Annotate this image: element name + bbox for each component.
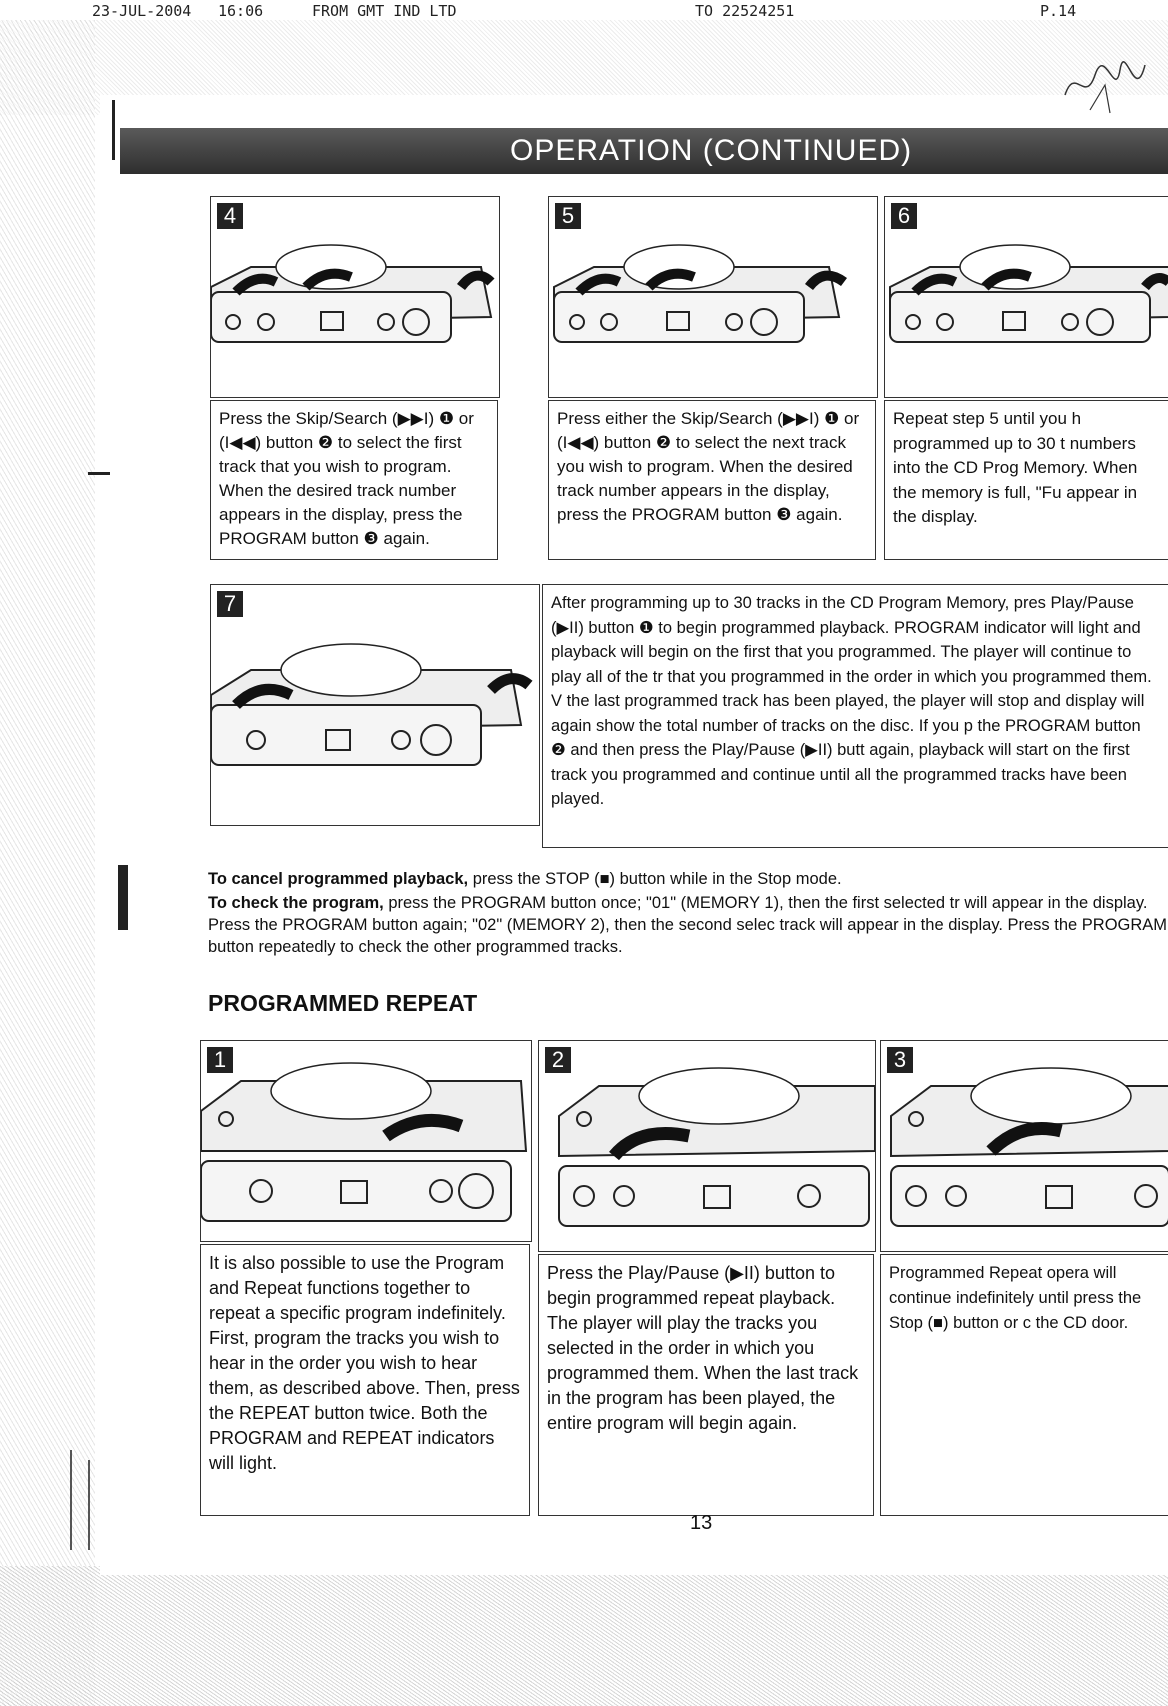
step-5-illustration bbox=[548, 196, 878, 398]
cancel-label: To cancel programmed playback, bbox=[208, 870, 469, 888]
step-number: 1 bbox=[207, 1047, 233, 1073]
cancel-text: press the STOP (■) button while in the Stop mode. bbox=[468, 870, 842, 888]
fax-to: TO 22524251 bbox=[695, 2, 795, 20]
step-7-text bbox=[542, 584, 1168, 848]
fax-date: 23-JUL-2004 bbox=[92, 2, 192, 20]
margin-mark bbox=[70, 1450, 72, 1550]
cd-player-icon bbox=[211, 197, 499, 397]
step-5-text bbox=[548, 400, 876, 560]
step-number: 3 bbox=[887, 1047, 913, 1073]
fax-page: P.14 bbox=[1040, 2, 1077, 20]
repeat-step-3-text bbox=[880, 1254, 1168, 1516]
step-4-description: Press the Skip/Search (▶▶I) ❶ or (I◀◀) button ❷ to select the first track that you wish to program. When the desired track number appears in the display, press the PROGRAM button ❸ again. bbox=[219, 409, 474, 548]
repeat-step-2-text bbox=[538, 1254, 874, 1516]
step-4-illustration bbox=[210, 196, 500, 398]
section-heading: PROGRAMMED REPEAT bbox=[208, 990, 478, 1016]
step-7-illustration bbox=[210, 584, 540, 826]
step-4-text bbox=[210, 400, 498, 560]
step-number: 2 bbox=[545, 1047, 571, 1073]
signature-scribble bbox=[1060, 55, 1150, 115]
check-label: To check the program, bbox=[208, 894, 384, 912]
step-number: 5 bbox=[555, 203, 581, 229]
step-number: 7 bbox=[217, 591, 243, 617]
repeat-step-3-illustration bbox=[880, 1040, 1168, 1252]
margin-mark bbox=[118, 865, 128, 930]
step-5-description: Press either the Skip/Search (▶▶I) ❶ or (I◀◀) button ❷ to select the next track you wish to program. When the desired track number appears in the display, press the PROGRAM button ❸ again. bbox=[557, 409, 860, 524]
cancel-paragraph bbox=[208, 868, 1168, 890]
repeat-step-1-illustration bbox=[200, 1040, 532, 1242]
margin-mark bbox=[112, 100, 115, 160]
cd-player-icon bbox=[885, 197, 1168, 397]
cd-player-icon bbox=[211, 585, 539, 825]
scan-noise-bottom bbox=[0, 1566, 1168, 1706]
section-banner bbox=[120, 128, 1168, 174]
scan-noise-left bbox=[0, 20, 95, 1706]
check-text: press the PROGRAM button once; "01" (MEMORY 1), then the first selected tr will appear in the display. Press the PROGRAM button again; "02" (MEMORY 2), then the second selec track will appear in the display. Press the PROGRAM button repeatedly to check the other programmed tracks. bbox=[208, 894, 1168, 956]
repeat-step-1-description: It is also possible to use the Program and Repeat functions together to repeat a specific program indefinitely. First, program the tracks you wish to hear in the order you wish to hear them, as described above. Then, press the REPEAT button twice. Both the PROGRAM and REPEAT indicators will light. bbox=[209, 1253, 520, 1473]
step-6-description: Repeat step 5 until you h programmed up to 30 t numbers into the CD Prog Memory. When the memory is full, "Fu appear in the display. bbox=[893, 409, 1138, 526]
repeat-step-2-illustration bbox=[538, 1040, 876, 1252]
cd-player-icon bbox=[881, 1041, 1168, 1251]
margin-mark bbox=[88, 472, 110, 475]
step-number: 6 bbox=[891, 203, 917, 229]
repeat-step-2-description: Press the Play/Pause (▶II) button to begin programmed repeat playback. The player will play the tracks you selected in the order in which you programmed them. When the last track in the program has been played, the entire program will begin again. bbox=[547, 1263, 859, 1433]
step-6-illustration bbox=[884, 196, 1168, 398]
cd-player-icon bbox=[549, 197, 877, 397]
step-7-description: After programming up to 30 tracks in the CD Program Memory, pres Play/Pause (▶II) button ❶ to begin programmed playback. PROGRAM indicator will light and playback will begin on the first that you programmed. The player will continue to play all of the tr that you programmed in the order in which you programmed them. V the last programmed track has been played, the player will stop and display will again show the total number of tracks on the disc. If you p the PROGRAM button ❷ and then press the Play/Pause (▶II) butt again, playback will start on the first track you programmed and continue until all the programmed tracks have been played. bbox=[551, 594, 1152, 808]
fax-from: FROM GMT IND LTD bbox=[312, 2, 457, 20]
fax-header bbox=[0, 0, 1168, 20]
repeat-step-3-description: Programmed Repeat opera will continue indefinitely until press the Stop (■) button or c the CD door. bbox=[889, 1264, 1142, 1332]
cd-player-icon bbox=[201, 1041, 531, 1241]
cd-player-icon bbox=[539, 1041, 875, 1251]
step-number: 4 bbox=[217, 203, 243, 229]
check-paragraph bbox=[208, 892, 1168, 958]
fax-time: 16:06 bbox=[218, 2, 264, 20]
banner-title: OPERATION (CONTINUED) bbox=[510, 134, 913, 167]
page-number: 13 bbox=[690, 1512, 713, 1534]
repeat-step-1-text bbox=[200, 1244, 530, 1516]
margin-mark bbox=[88, 1460, 90, 1550]
step-6-text bbox=[884, 400, 1168, 560]
